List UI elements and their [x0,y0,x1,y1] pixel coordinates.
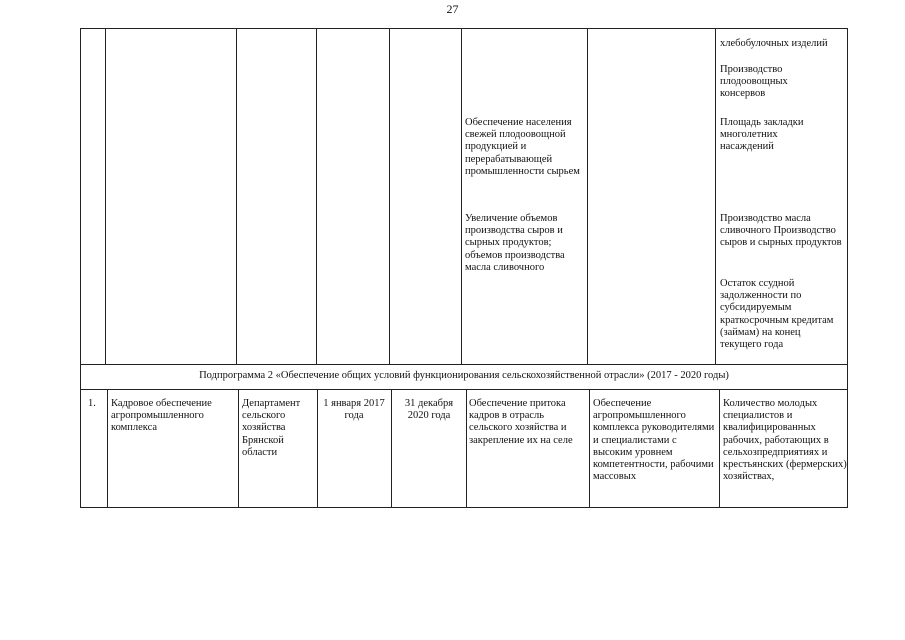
top-col5-text-2: Увеличение объемов производства сыров и сырных продуктов; объемов производства масла сливочного [465,213,565,273]
top-col7-text-1: хлебобулочных изделий [720,38,828,49]
row-end-date: 31 декабря 2020 года [404,398,454,422]
row-start-date: 1 января 2017 года [323,398,385,422]
top-col7-text-4: Производство масла сливочного Производство сыров и сырных продуктов [720,213,842,249]
row-executor: Департамент сельского хозяйства Брянской области [242,398,301,458]
top-col5-text-1: Обеспечение населения свежей плодоовощной продукцией и перерабатывающей промышленности сырьем [465,117,580,177]
row-name: Кадровое обеспечение агропромышленного комплекса [111,398,212,434]
row-result: Обеспечение притока кадров в отрасль сельского хозяйства и закрепление их на селе [469,398,573,446]
row-indicator: Количество молодых специалистов и квалифицированных рабочих, работающих в сельхозпредприятиях и крестьянских (фермерских) хозяйствах, [723,398,847,483]
top-col7-text-2: Производство плодоовощных консервов [720,64,788,100]
row-direction: Обеспечение агропромышленного комплекса руководителями и специалистами с высоким уровнем компетентности, рабочими массовых [593,398,715,483]
subprogram-header: Подпрограмма 2 «Обеспечение общих условий функционирования сельскохозяйственной отрасли» (2017 - 2020 годы) [199,370,729,381]
row-number: 1. [88,398,96,409]
page-number: 27 [446,2,459,16]
top-col7-text-3: Площадь закладки многолетних насаждений [720,117,804,153]
top-col7-text-5: Остаток ссудной задолженности по субсидируемым краткосрочным кредитам (займам) на конец текущего года [720,278,834,351]
